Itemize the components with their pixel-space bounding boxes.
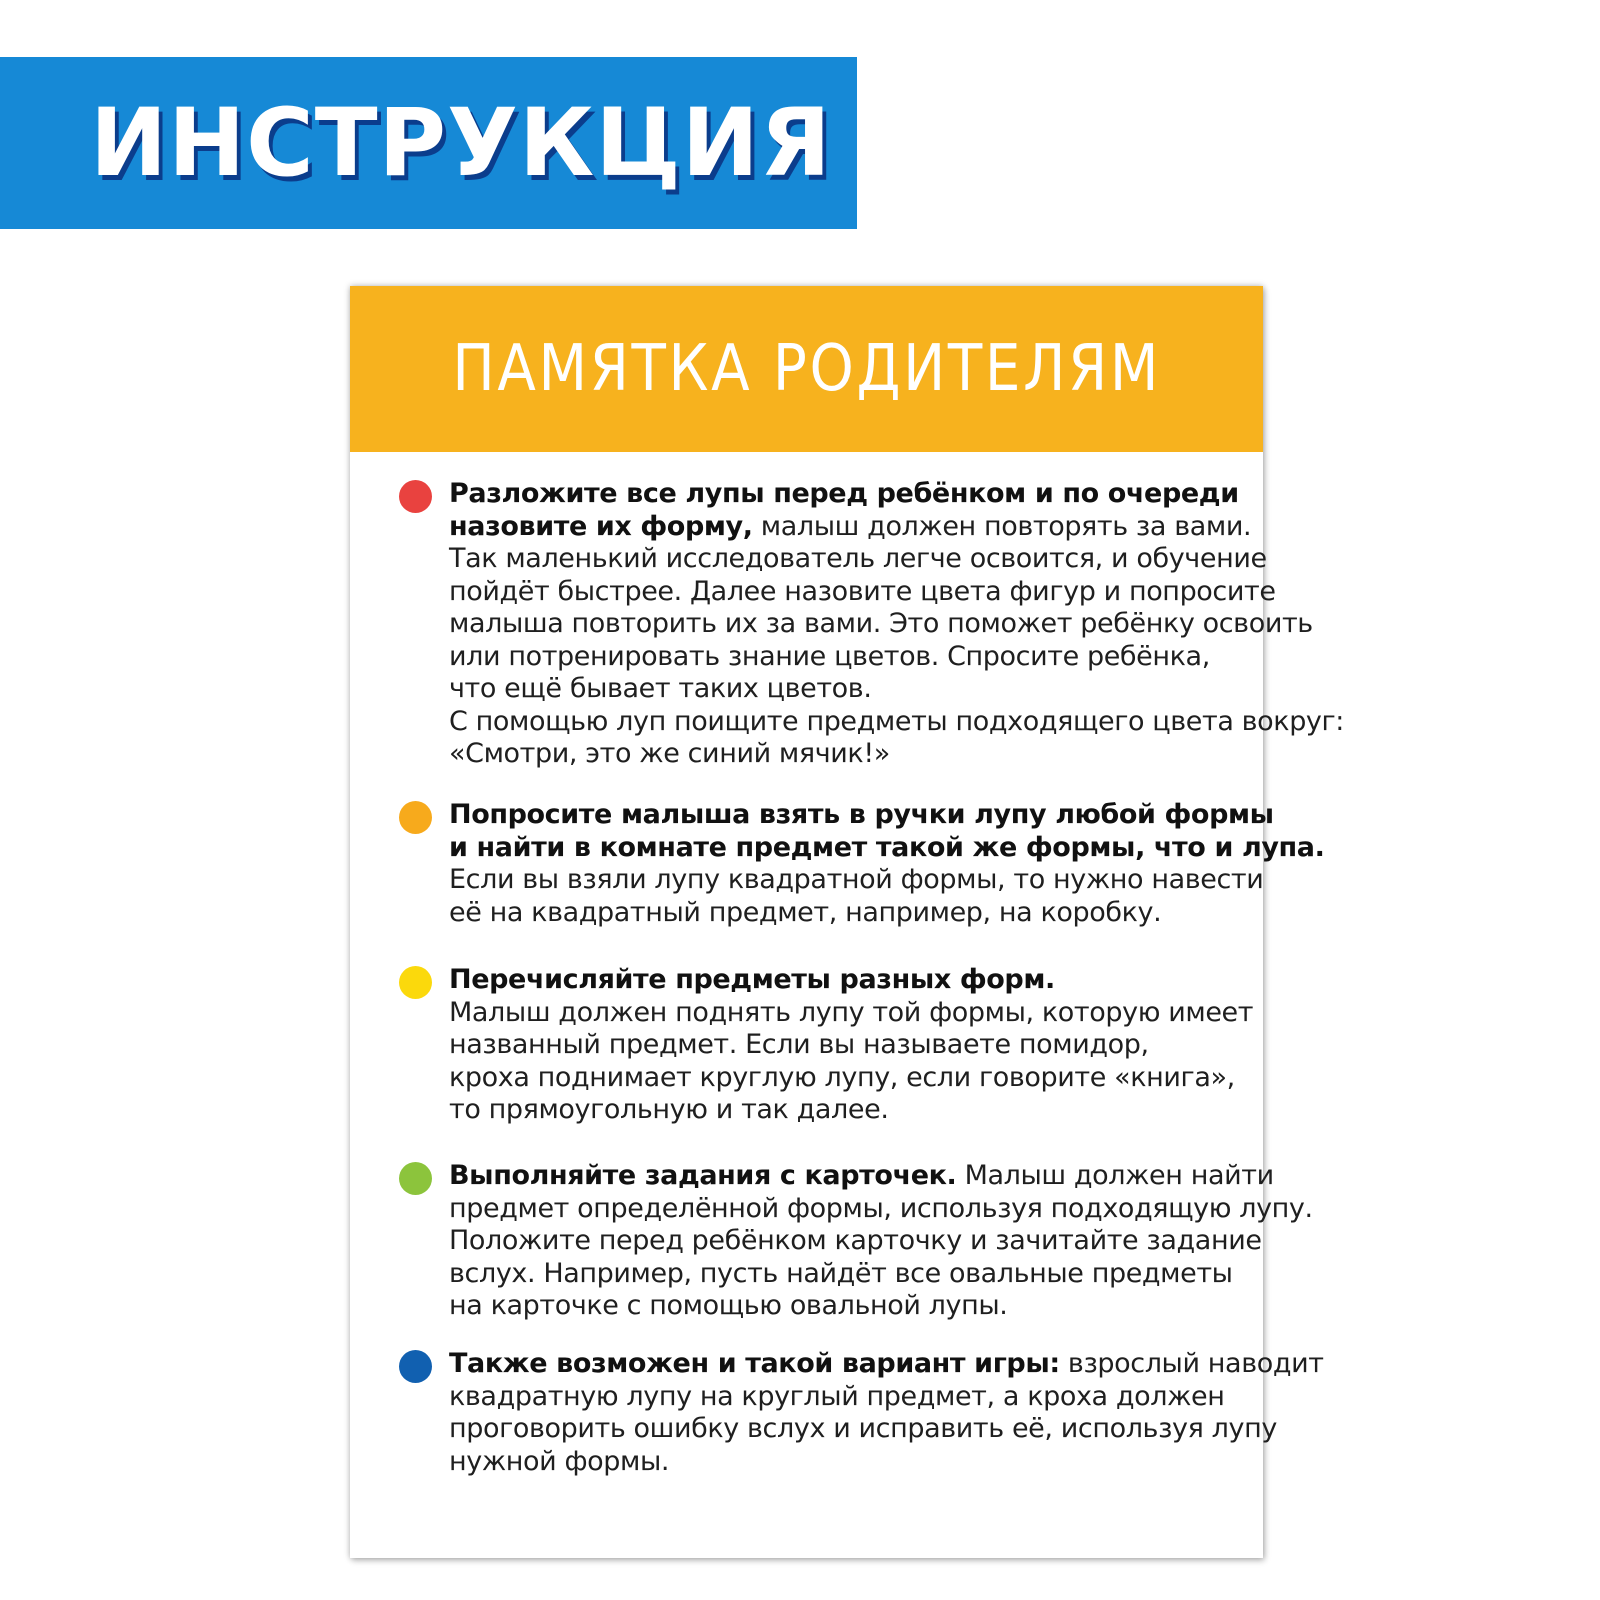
text-line	[449, 1062, 1249, 1095]
normal-text: вслух. Например, пусть найдёт все овальные предметы	[449, 1257, 1233, 1289]
normal-text: «Смотри, это же синий мячик!»	[449, 738, 890, 769]
tip-text-4	[449, 1160, 1313, 1323]
banner-title: ИНСТРУКЦИЯ	[90, 88, 832, 198]
text-line	[449, 1381, 1249, 1414]
bold-text: Разложите все лупы перед ребёнком и по очереди	[449, 478, 1239, 509]
normal-text: пойдёт быстрее. Далее назовите цвета фигур и попросите	[449, 575, 1276, 607]
text-line	[449, 996, 1254, 1030]
bold-text: Перечисляйте предметы разных форм.	[449, 964, 1055, 995]
text-line	[449, 510, 1252, 544]
normal-text: проговорить ошибку вслух и исправить её, используя лупу	[449, 1413, 1277, 1444]
instruction-banner	[0, 57, 857, 229]
text-line	[449, 964, 1249, 997]
bold-text: назовите их форму,	[449, 510, 753, 542]
normal-text: названный предмет. Если вы называете помидор,	[449, 1029, 1149, 1060]
text-line	[449, 831, 1325, 865]
normal-text: предмет определённой формы, используя подходящую лупу.	[449, 1192, 1313, 1224]
normal-text: нужной формы.	[449, 1445, 670, 1477]
text-line	[449, 608, 1313, 641]
normal-text: малыша повторить их за вами. Это поможет ребёнку освоить	[449, 608, 1313, 639]
normal-text: Если вы взяли лупу квадратной формы, то нужно навести	[449, 864, 1264, 895]
sheet-title-text: ПАМЯТКА РОДИТЕЛЯМ	[452, 332, 1161, 406]
text-line	[449, 738, 1249, 771]
parents-memo-sheet	[350, 286, 1344, 1558]
orange-dot-icon	[399, 801, 432, 834]
text-line	[449, 641, 1249, 674]
text-line	[449, 1258, 1249, 1291]
text-line	[449, 1446, 1249, 1479]
text-line	[449, 543, 1267, 576]
tip-text-5	[449, 1348, 1324, 1478]
text-line	[449, 1348, 1324, 1381]
normal-text: то прямоугольную и так далее.	[449, 1094, 889, 1125]
text-line	[449, 1413, 1277, 1446]
normal-text: её на квадратный предмет, например, на коробку.	[449, 896, 1162, 928]
bold-text: Попросите малыша взять в ручки лупу любой формы	[449, 799, 1274, 830]
text-line	[449, 897, 1249, 930]
text-line	[449, 673, 1249, 706]
tip-text-2	[449, 799, 1325, 929]
text-line	[449, 1094, 1249, 1127]
text-line	[449, 575, 1276, 609]
normal-text: что ещё бывает таких цветов.	[449, 673, 872, 704]
normal-text: Положите перед ребёнком карточку и зачитайте задание	[449, 1225, 1262, 1256]
normal-text: малыш должен повторять за вами.	[752, 510, 1252, 542]
text-line	[449, 705, 1344, 739]
normal-text: квадратную лупу на круглый предмет, а кроха должен	[449, 1380, 1225, 1412]
normal-text: кроха поднимает круглую лупу, если говорите «книга»,	[449, 1061, 1235, 1093]
sheet-title	[350, 286, 1263, 482]
red-dot-icon	[399, 480, 432, 513]
normal-text: взрослый наводит	[1059, 1348, 1324, 1379]
bold-text: Выполняйте задания с карточек.	[449, 1160, 957, 1191]
normal-text: Малыш должен найти	[956, 1160, 1274, 1191]
normal-text: или потренировать знание цветов. Спросите ребёнка,	[449, 640, 1210, 672]
normal-text: С помощью луп поищите предметы подходящего цвета вокруг:	[449, 705, 1344, 737]
text-line	[449, 864, 1264, 897]
bold-text: и найти в комнате предмет такой же формы, что и лупа.	[449, 831, 1325, 863]
text-line	[449, 1192, 1313, 1226]
normal-text: Так маленький исследователь легче освоится, и обучение	[449, 543, 1267, 574]
bold-text: Также возможен и такой вариант игры:	[449, 1348, 1060, 1379]
text-line	[449, 1160, 1274, 1193]
text-line	[449, 478, 1249, 511]
tip-text-3	[449, 964, 1254, 1127]
text-line	[449, 1290, 1249, 1323]
tip-text-1	[449, 478, 1344, 771]
blue-dot-icon	[399, 1350, 432, 1383]
yellow-dot-icon	[399, 966, 432, 999]
text-line	[449, 799, 1274, 832]
text-line	[449, 1225, 1262, 1258]
normal-text: на карточке с помощью овальной лупы.	[449, 1290, 1008, 1321]
green-dot-icon	[399, 1162, 432, 1195]
text-line	[449, 1029, 1249, 1062]
normal-text: Малыш должен поднять лупу той формы, которую имеет	[449, 996, 1254, 1028]
